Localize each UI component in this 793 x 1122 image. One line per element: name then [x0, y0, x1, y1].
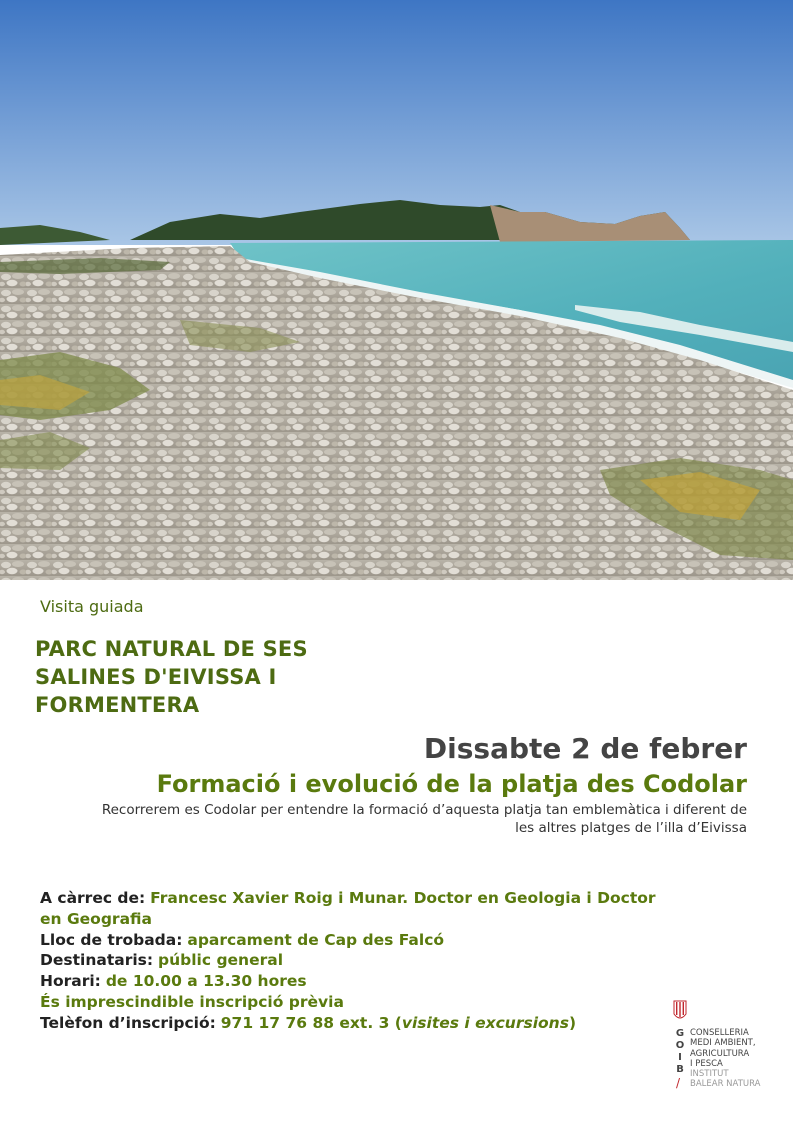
audience-value: públic general: [158, 951, 284, 970]
description-line-1: Recorrerem es Codolar per entendre la formació d’aquesta platja tan emblemàtica i diferent de: [101, 802, 747, 818]
schedule-row: [40, 971, 670, 992]
guide-label: A càrrec de:: [40, 889, 146, 907]
logo-line-2: MEDI AMBIENT,: [690, 1038, 756, 1049]
audience-label: Destinataris:: [40, 951, 154, 970]
guide-value: Francesc Xavier Roig i Munar. Doctor en Geologia i Doctor en Geografia: [40, 889, 656, 928]
logo-line-3: AGRICULTURA: [690, 1048, 750, 1059]
event-title: Formació i evolució de la platja des Codolar: [156, 770, 747, 798]
meeting-row: [40, 930, 670, 951]
schedule-label: Horari:: [40, 972, 101, 991]
schedule-value: de 10.00 a 13.30 hores: [105, 972, 307, 991]
phone-close: ): [568, 1013, 577, 1032]
event-description: [27, 801, 747, 837]
logo-line-5: INSTITUT: [690, 1069, 729, 1080]
phone-value: 971 17 76 88 ext. 3 (: [220, 1013, 402, 1032]
logo-line-6: BALEAR NATURA: [690, 1079, 761, 1090]
phone-label: Telèfon d’inscripció:: [40, 1013, 216, 1032]
phone-row: [40, 1013, 670, 1034]
registration-note: És imprescindible inscripció prèvia: [40, 992, 344, 1011]
logo-line-4: I PESCA: [690, 1058, 723, 1069]
meeting-label: Lloc de trobada:: [40, 930, 183, 949]
description-line-2: les altres platges de l’illa d’Eivissa: [515, 820, 747, 836]
coat-of-arms-icon: [673, 1000, 687, 1022]
logo-line-1: CONSELLERIA: [690, 1028, 749, 1038]
logo-text: [690, 1028, 760, 1090]
guide-row: [40, 888, 670, 930]
visit-type-label: Visita guiada: [40, 597, 144, 616]
goib-logo: [672, 998, 782, 1098]
meeting-value: aparcament de Cap des Falcó: [187, 930, 445, 949]
goib-letters: G O I B: [675, 1028, 685, 1075]
event-details: [40, 888, 670, 1034]
event-date: Dissabte 2 de febrer: [423, 732, 747, 765]
phone-note: visites i excursions: [401, 1013, 569, 1032]
park-title: PARC NATURAL DE SES SALINES D'EIVISSA I FORMENTERA: [35, 637, 308, 717]
audience-row: [40, 950, 670, 971]
logo-slash-icon: /: [676, 1076, 681, 1090]
